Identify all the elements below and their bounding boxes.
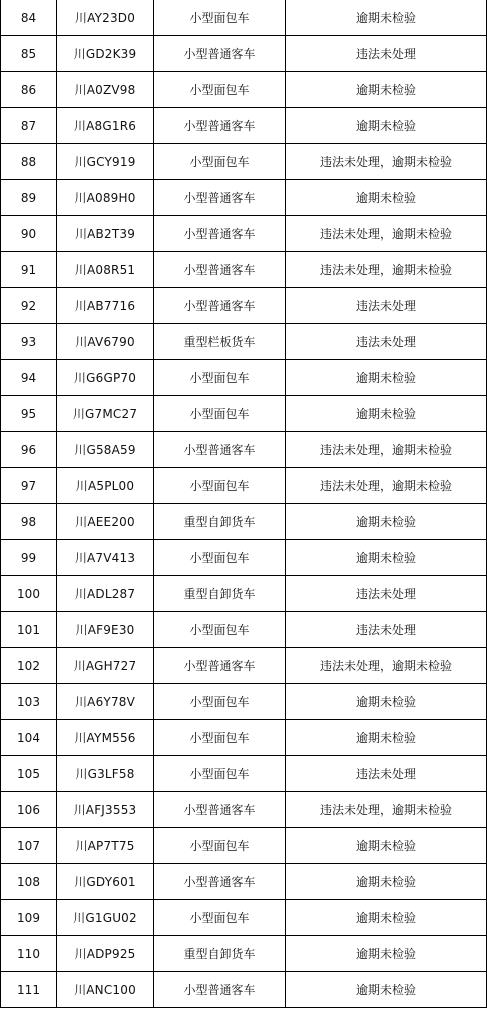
table-row — [1, 828, 487, 864]
vehicle-type: 小型普通客车 — [154, 288, 286, 324]
table-row — [1, 288, 487, 324]
violation-status: 逾期未检验 — [286, 828, 487, 864]
row-number: 87 — [1, 108, 57, 144]
row-number: 102 — [1, 648, 57, 684]
plate-number: 川A5PL00 — [57, 468, 154, 504]
row-number: 95 — [1, 396, 57, 432]
row-number: 109 — [1, 900, 57, 936]
row-number: 88 — [1, 144, 57, 180]
plate-number: 川AGH727 — [57, 648, 154, 684]
plate-number: 川ADL287 — [57, 576, 154, 612]
plate-number: 川G3LF58 — [57, 756, 154, 792]
violation-status: 逾期未检验 — [286, 684, 487, 720]
table-row — [1, 432, 487, 468]
row-number: 104 — [1, 720, 57, 756]
vehicle-type: 小型面包车 — [154, 468, 286, 504]
violation-status: 违法未处理，逾期未检验 — [286, 648, 487, 684]
violation-status: 逾期未检验 — [286, 504, 487, 540]
row-number: 93 — [1, 324, 57, 360]
plate-number: 川G7MC27 — [57, 396, 154, 432]
violation-status: 违法未处理，逾期未检验 — [286, 792, 487, 828]
violation-status: 逾期未检验 — [286, 540, 487, 576]
violation-status: 违法未处理，逾期未检验 — [286, 252, 487, 288]
row-number: 100 — [1, 576, 57, 612]
vehicle-type: 小型面包车 — [154, 720, 286, 756]
violation-status: 逾期未检验 — [286, 396, 487, 432]
vehicle-type: 重型自卸货车 — [154, 936, 286, 972]
vehicle-type: 小型普通客车 — [154, 216, 286, 252]
plate-number: 川A08R51 — [57, 252, 154, 288]
plate-number: 川AB7716 — [57, 288, 154, 324]
vehicle-type: 小型面包车 — [154, 684, 286, 720]
table-row — [1, 864, 487, 900]
plate-number: 川AYM556 — [57, 720, 154, 756]
table-row — [1, 252, 487, 288]
row-number: 111 — [1, 972, 57, 1008]
violation-status: 违法未处理 — [286, 612, 487, 648]
vehicle-type: 小型普通客车 — [154, 108, 286, 144]
plate-number: 川ADP925 — [57, 936, 154, 972]
plate-number: 川AV6790 — [57, 324, 154, 360]
violation-status: 违法未处理 — [286, 324, 487, 360]
vehicle-type: 小型面包车 — [154, 360, 286, 396]
table-row — [1, 72, 487, 108]
plate-number: 川A8G1R6 — [57, 108, 154, 144]
violation-status: 逾期未检验 — [286, 360, 487, 396]
violation-status: 逾期未检验 — [286, 720, 487, 756]
violation-status: 违法未处理 — [286, 36, 487, 72]
plate-number: 川G6GP70 — [57, 360, 154, 396]
table-row — [1, 936, 487, 972]
vehicle-type: 小型普通客车 — [154, 972, 286, 1008]
vehicle-type: 小型面包车 — [154, 828, 286, 864]
table-row — [1, 216, 487, 252]
table-row — [1, 792, 487, 828]
row-number: 105 — [1, 756, 57, 792]
vehicle-table-body — [1, 0, 487, 1008]
violation-status: 违法未处理 — [286, 576, 487, 612]
row-number: 85 — [1, 36, 57, 72]
table-row — [1, 612, 487, 648]
violation-status: 违法未处理，逾期未检验 — [286, 468, 487, 504]
table-row — [1, 504, 487, 540]
vehicle-type: 小型面包车 — [154, 72, 286, 108]
row-number: 107 — [1, 828, 57, 864]
row-number: 94 — [1, 360, 57, 396]
table-row — [1, 720, 487, 756]
row-number: 98 — [1, 504, 57, 540]
violation-status: 违法未处理，逾期未检验 — [286, 144, 487, 180]
plate-number: 川AFJ3553 — [57, 792, 154, 828]
row-number: 97 — [1, 468, 57, 504]
row-number: 84 — [1, 0, 57, 36]
violation-status: 违法未处理 — [286, 756, 487, 792]
table-row — [1, 324, 487, 360]
table-row — [1, 144, 487, 180]
row-number: 90 — [1, 216, 57, 252]
table-row — [1, 576, 487, 612]
violation-status: 逾期未检验 — [286, 936, 487, 972]
vehicle-type: 小型面包车 — [154, 612, 286, 648]
plate-number: 川ANC100 — [57, 972, 154, 1008]
vehicle-type: 重型自卸货车 — [154, 576, 286, 612]
violation-status: 逾期未检验 — [286, 900, 487, 936]
plate-number: 川GDY601 — [57, 864, 154, 900]
violation-status: 逾期未检验 — [286, 864, 487, 900]
violation-status: 逾期未检验 — [286, 180, 487, 216]
plate-number: 川A6Y78V — [57, 684, 154, 720]
violation-status: 逾期未检验 — [286, 972, 487, 1008]
table-row — [1, 684, 487, 720]
row-number: 101 — [1, 612, 57, 648]
plate-number: 川A089H0 — [57, 180, 154, 216]
table-row — [1, 0, 487, 36]
table-row — [1, 108, 487, 144]
row-number: 86 — [1, 72, 57, 108]
row-number: 99 — [1, 540, 57, 576]
table-row — [1, 468, 487, 504]
vehicle-type: 重型栏板货车 — [154, 324, 286, 360]
plate-number: 川A7V413 — [57, 540, 154, 576]
row-number: 106 — [1, 792, 57, 828]
table-row — [1, 180, 487, 216]
row-number: 91 — [1, 252, 57, 288]
vehicle-type: 重型自卸货车 — [154, 504, 286, 540]
vehicle-type: 小型面包车 — [154, 144, 286, 180]
row-number: 103 — [1, 684, 57, 720]
row-number: 108 — [1, 864, 57, 900]
table-row — [1, 900, 487, 936]
violation-status: 违法未处理，逾期未检验 — [286, 216, 487, 252]
vehicle-type: 小型普通客车 — [154, 792, 286, 828]
vehicle-type: 小型普通客车 — [154, 648, 286, 684]
vehicle-type: 小型普通客车 — [154, 864, 286, 900]
vehicle-type: 小型面包车 — [154, 756, 286, 792]
plate-number: 川AP7T75 — [57, 828, 154, 864]
plate-number: 川A0ZV98 — [57, 72, 154, 108]
vehicle-type: 小型面包车 — [154, 900, 286, 936]
plate-number: 川GCY919 — [57, 144, 154, 180]
vehicle-type: 小型面包车 — [154, 540, 286, 576]
violation-status: 逾期未检验 — [286, 72, 487, 108]
plate-number: 川AEE200 — [57, 504, 154, 540]
table-row — [1, 756, 487, 792]
plate-number: 川AB2T39 — [57, 216, 154, 252]
violation-status: 逾期未检验 — [286, 0, 487, 36]
plate-number: 川GD2K39 — [57, 36, 154, 72]
vehicle-type: 小型普通客车 — [154, 252, 286, 288]
plate-number: 川AF9E30 — [57, 612, 154, 648]
table-row — [1, 36, 487, 72]
violation-status: 逾期未检验 — [286, 108, 487, 144]
plate-number: 川G1GU02 — [57, 900, 154, 936]
table-row — [1, 396, 487, 432]
plate-number: 川G58A59 — [57, 432, 154, 468]
plate-number: 川AY23D0 — [57, 0, 154, 36]
row-number: 89 — [1, 180, 57, 216]
row-number: 92 — [1, 288, 57, 324]
row-number: 110 — [1, 936, 57, 972]
vehicle-type: 小型普通客车 — [154, 180, 286, 216]
table-row — [1, 540, 487, 576]
table-row — [1, 360, 487, 396]
vehicle-type: 小型普通客车 — [154, 432, 286, 468]
table-row — [1, 648, 487, 684]
violation-status: 违法未处理，逾期未检验 — [286, 432, 487, 468]
row-number: 96 — [1, 432, 57, 468]
table-row — [1, 972, 487, 1008]
vehicle-type: 小型面包车 — [154, 0, 286, 36]
violation-status: 违法未处理 — [286, 288, 487, 324]
vehicle-type: 小型普通客车 — [154, 36, 286, 72]
vehicle-type: 小型面包车 — [154, 396, 286, 432]
